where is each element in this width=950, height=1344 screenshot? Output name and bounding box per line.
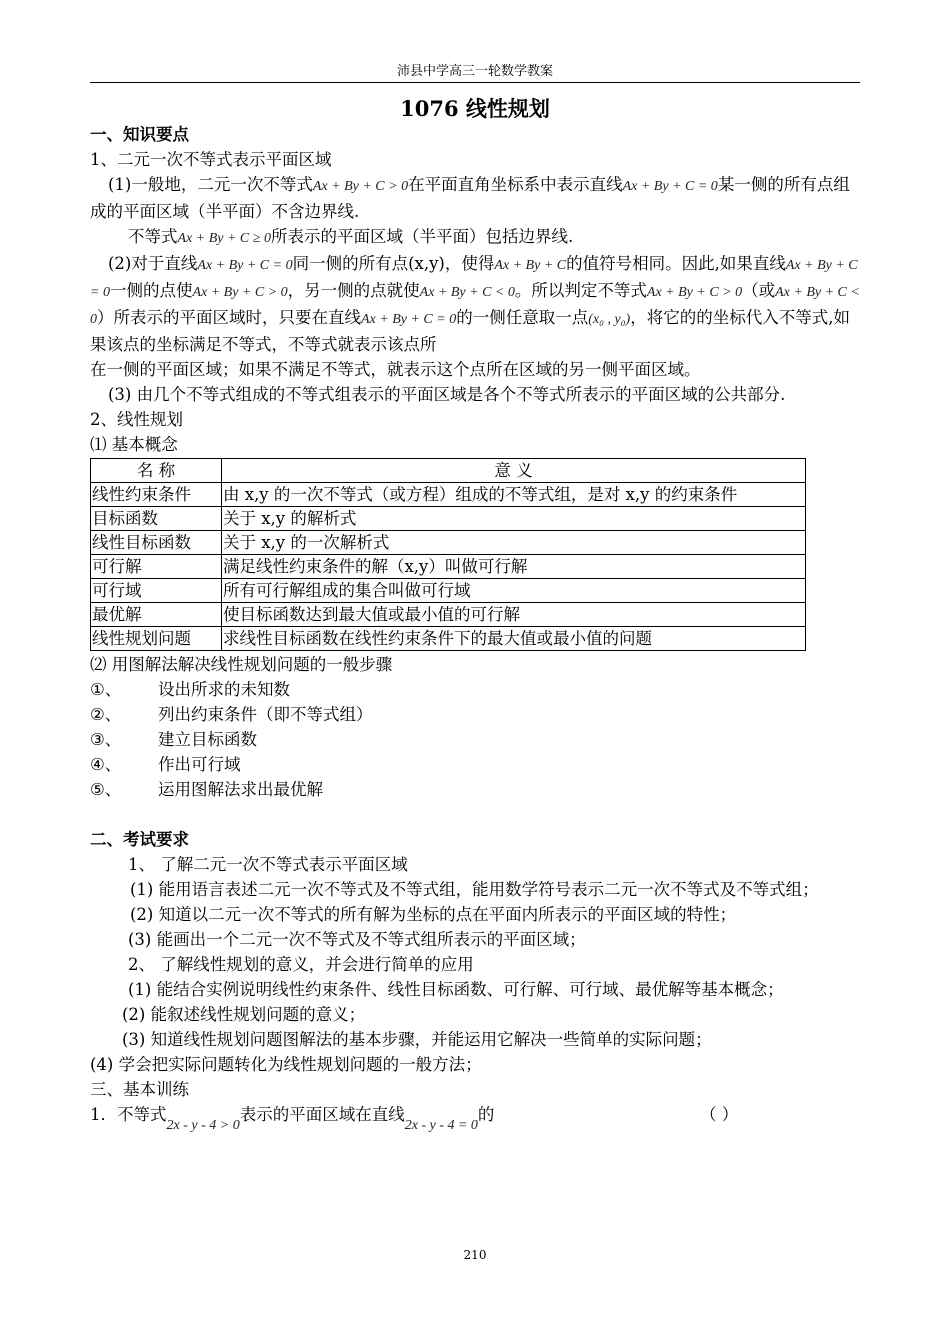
subheading-linear-programming: 2、线性规划 [90, 410, 183, 429]
math-expression: 2x - y - 4 > 0 [166, 1118, 240, 1133]
requirement-1-2: (2) 知道以二元一次不等式的所有解为坐标的点在平面内所表示的平面区域的特性； [130, 905, 737, 924]
page-number: 210 [463, 1248, 487, 1262]
step-number: ①、 [90, 680, 122, 699]
step-number: ④、 [90, 755, 122, 774]
requirement-1-1: (1) 能用语言表述二元一次不等式及不等式组，能用数学符号表示二元一次不等式及不等式组； [130, 880, 819, 899]
paragraph-3 [90, 251, 860, 357]
list-item [90, 777, 860, 802]
table-cell-term: 线性规划问题 [91, 627, 222, 651]
text-span: （或 [742, 281, 776, 300]
text-span: 一侧的点使 [109, 281, 193, 300]
document-title: 1076 线性规划 [400, 96, 550, 121]
section-heading-knowledge: 一、知识要点 [90, 125, 189, 144]
math-expression: Ax + By + C > 0 [192, 285, 288, 300]
table-row [91, 483, 806, 507]
table-row [91, 555, 806, 579]
text-span: 在平面直角坐标系中表示直线 [408, 175, 623, 194]
table-cell-term: 线性目标函数 [91, 531, 222, 555]
math-expression: Ax + By + C ≥ 0 [177, 231, 271, 246]
table-row [91, 531, 806, 555]
table-cell-definition: 使目标函数达到最大值或最小值的可行解 [222, 603, 806, 627]
subheading-graphical-method: ⑵ 用图解法解决线性规划问题的一般步骤 [90, 655, 393, 674]
requirement-1: 1、 了解二元一次不等式表示平面区域 [128, 855, 408, 874]
text-span: ，另一侧的点就使 [287, 281, 420, 300]
math-expression: Ax + By + C > 0 [646, 285, 743, 300]
table-cell-definition: 所有可行解组成的集合叫做可行域 [222, 579, 806, 603]
text-span: 某一侧的所有点组成的平面区域（半平面）不含边界线. [90, 175, 850, 221]
table-row [91, 603, 806, 627]
document-body [90, 122, 860, 1133]
step-number: ③、 [90, 730, 122, 749]
text-span: 同一侧的所有点(x,y)，使得 [292, 254, 495, 273]
table-cell-definition: 满足线性约束条件的解（x,y）叫做可行解 [222, 555, 806, 579]
answer-blank: （ ） [700, 1105, 739, 1124]
math-expression: Ax + By + C > 0 [312, 179, 409, 194]
paragraph-2 [90, 224, 860, 251]
table-header-row [91, 459, 806, 483]
step-number: ⑤、 [90, 780, 122, 799]
table-header-name: 名 称 [91, 459, 222, 483]
spacer [90, 802, 860, 827]
section-heading-exam-requirements: 二、考试要求 [90, 830, 189, 849]
list-item [90, 677, 860, 702]
table-row [91, 627, 806, 651]
list-item [90, 727, 860, 752]
requirement-2-1: (1) 能结合实例说明线性约束条件、线性目标函数、可行解、可行域、最优解等基本概念； [128, 980, 784, 999]
text-span: 不等式 [128, 227, 178, 246]
step-text: 建立目标函数 [158, 730, 257, 749]
step-text: 作出可行域 [158, 755, 241, 774]
math-expression: Ax + By + C [494, 258, 567, 273]
math-expression: Ax + By + C = 0 [197, 258, 293, 273]
table-cell-term: 线性约束条件 [91, 483, 222, 507]
table-cell-definition: 求线性目标函数在线性约束条件下的最大值或最小值的问题 [222, 627, 806, 651]
step-number: ②、 [90, 705, 122, 724]
paragraph-3-continued: 在一侧的平面区域；如果不满足不等式，就表示这个点所在区域的另一侧平面区域。 [90, 360, 701, 379]
text-span: 表示的平面区域在直线 [239, 1105, 405, 1124]
subheading-planar-region: 1、二元一次不等式表示平面区域 [90, 150, 332, 169]
paragraph-4: (3) 由几个不等式组成的不等式组表示的平面区域是各个不等式所表示的平面区域的公共部分. [108, 385, 786, 404]
text-span: (1)一般地，二元一次不等式 [108, 175, 313, 194]
section-heading-basic-training: 三、基本训练 [90, 1080, 189, 1099]
text-span: (2)对于直线 [108, 254, 198, 273]
text-span: 的一侧任意取一点 [456, 308, 589, 327]
requirement-2-3: (3) 知道线性规划问题图解法的基本步骤，并能运用它解决一些简单的实际问题； [122, 1030, 712, 1049]
math-expression: Ax + By + C < 0 [90, 285, 860, 327]
text-span: ）所表示的平面区域时，只要在直线 [97, 308, 361, 327]
text-span: 的值符号相同。因此,如果直线 [566, 254, 786, 273]
requirement-2-4: (4) 学会把实际问题转化为线性规划问题的一般方法； [90, 1055, 482, 1074]
list-item [90, 752, 860, 777]
table-cell-definition: 关于 x,y 的解析式 [222, 507, 806, 531]
math-expression: (x₀ , y₀) [588, 312, 631, 327]
requirement-2: 2、 了解线性规划的意义，并会进行简单的应用 [128, 955, 474, 974]
question-1 [90, 1102, 860, 1133]
page-header: 沛县中学高三一轮数学教案 [90, 64, 860, 83]
math-expression: 2x - y - 4 = 0 [404, 1118, 478, 1133]
paragraph-1 [90, 172, 860, 224]
table-cell-term: 目标函数 [91, 507, 222, 531]
table-cell-definition: 由 x,y 的一次不等式（或方程）组成的不等式组，是对 x,y 的约束条件 [222, 483, 806, 507]
math-expression: Ax + By + C = 0 [622, 179, 718, 194]
text-span: 。所以判定不等式 [514, 281, 647, 300]
concepts-table [90, 458, 806, 651]
math-expression: Ax + By + C = 0 [90, 258, 858, 300]
table-cell-term: 最优解 [91, 603, 222, 627]
table-cell-term: 可行解 [91, 555, 222, 579]
table-cell-term: 可行域 [91, 579, 222, 603]
text-span: 所表示的平面区域（半平面）包括边界线. [270, 227, 574, 246]
requirement-2-2: (2) 能叙述线性规划问题的意义； [122, 1005, 366, 1024]
table-cell-definition: 关于 x,y 的一次解析式 [222, 531, 806, 555]
subheading-basic-concepts: ⑴ 基本概念 [90, 435, 178, 454]
text-span: ，将它的的坐标代入不等式,如果该点的坐标满足不等式，不等式就表示该点所 [90, 308, 850, 354]
step-text: 设出所求的未知数 [158, 680, 290, 699]
table-header-meaning: 意 义 [222, 459, 806, 483]
text-span: 的 [477, 1105, 495, 1124]
table-row [91, 579, 806, 603]
text-span: 1．不等式 [90, 1105, 167, 1124]
step-text: 列出约束条件（即不等式组） [158, 705, 373, 724]
requirement-1-3: (3) 能画出一个二元一次不等式及不等式组所表示的平面区域； [128, 930, 586, 949]
list-item [90, 702, 860, 727]
math-expression: Ax + By + C < 0 [419, 285, 515, 300]
table-row [91, 507, 806, 531]
step-text: 运用图解法求出最优解 [158, 780, 323, 799]
math-expression: Ax + By + C = 0 [361, 312, 457, 327]
